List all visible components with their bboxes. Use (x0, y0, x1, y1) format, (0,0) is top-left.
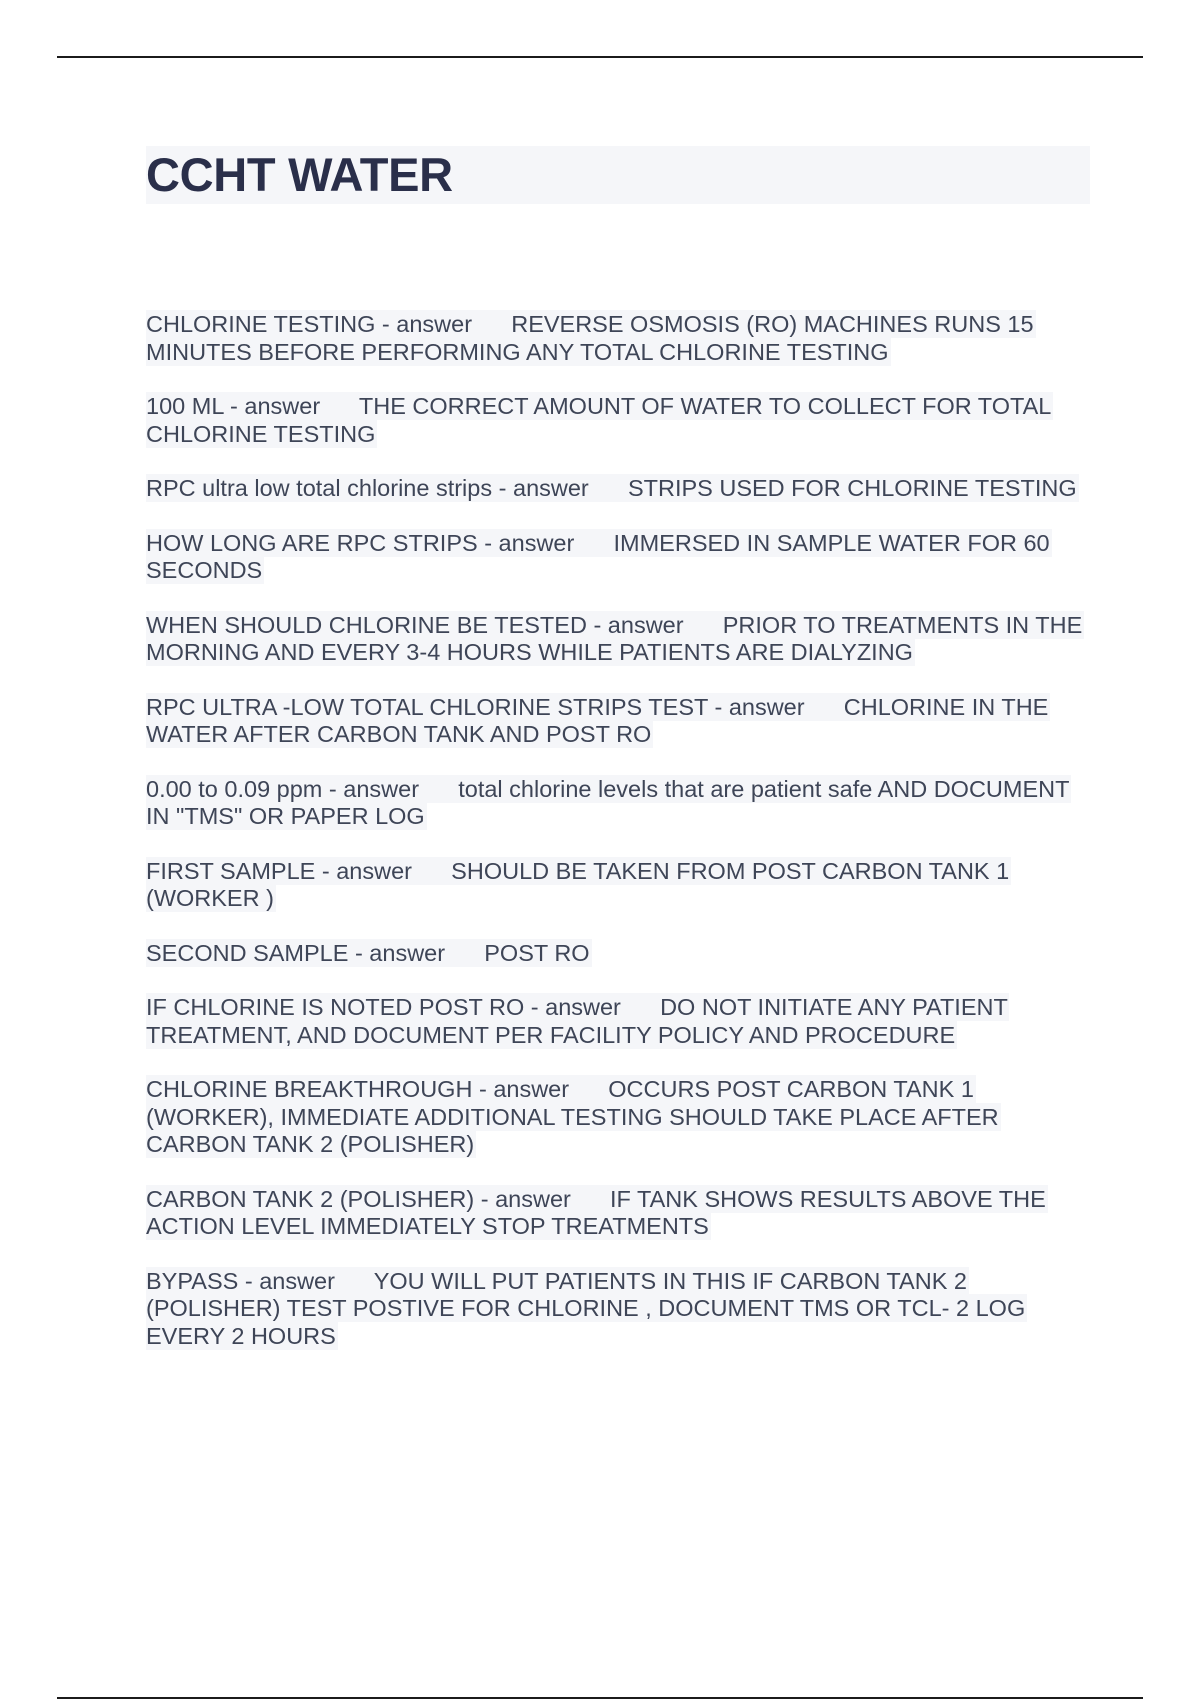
flashcard-separator: - answer (375, 311, 473, 337)
bottom-rule (57, 1697, 1143, 1699)
flashcard (146, 1076, 1090, 1159)
flashcard-definition: CHLORINE IN THE WATER AFTER CARBON TANK AND POST RO (146, 693, 1049, 747)
flashcard-separator: - answer (315, 857, 412, 884)
flashcard-definition: REVERSE OSMOSIS (RO) MACHINES RUNS 15 MINUTES BEFORE PERFORMING ANY TOTAL CHLORINE TESTING (146, 311, 1034, 365)
flashcard-term: IF CHLORINE IS NOTED POST RO (146, 994, 525, 1020)
flashcard-separator: - answer (474, 1185, 571, 1212)
flashcard-term: CHLORINE TESTING (146, 311, 376, 337)
flashcard (146, 1186, 1090, 1241)
flashcard-separator: - answer (223, 393, 321, 419)
flashcard-term: FIRST SAMPLE (146, 857, 316, 884)
flashcard-definition: SHOULD BE TAKEN FROM POST CARBON TANK 1 (WORKER ) (146, 857, 1010, 911)
flashcard (146, 530, 1090, 585)
top-rule (57, 56, 1143, 58)
flashcard (146, 475, 1090, 503)
flashcard-definition: total chlorine levels that are patient safe AND DOCUMENT IN "TMS" OR PAPER LOG (146, 775, 1070, 829)
flashcard-definition: DO NOT INITIATE ANY PATIENT TREATMENT, AND DOCUMENT PER FACILITY POLICY AND PROCEDURE (146, 994, 1008, 1048)
flashcard (146, 694, 1090, 749)
title-band (146, 146, 1090, 204)
flashcard-term: WHEN SHOULD CHLORINE BE TESTED (146, 611, 587, 638)
flashcard-term: CARBON TANK 2 (POLISHER) (146, 1185, 475, 1212)
flashcard-separator: - answer (238, 1267, 335, 1294)
flashcard-definition: THE CORRECT AMOUNT OF WATER TO COLLECT FOR TOTAL CHLORINE TESTING (146, 393, 1051, 447)
flashcard-definition: OCCURS POST CARBON TANK 1 (WORKER), IMMEDIATE ADDITIONAL TESTING SHOULD TAKE PLACE AFTER CARBON TANK 2 (POLISHER) (146, 1076, 999, 1157)
flashcard-definition: POST RO (484, 939, 590, 966)
flashcard-definition: PRIOR TO TREATMENTS IN THE MORNING AND EVERY 3-4 HOURS WHILE PATIENTS ARE DIALYZING (146, 611, 1083, 665)
flashcard-term: BYPASS (146, 1267, 239, 1294)
flashcard-term: 100 ML (146, 393, 224, 419)
flashcard-separator: - answer (322, 775, 420, 802)
flashcard-separator: - answer (707, 693, 805, 720)
flashcard-term: RPC ULTRA -LOW TOTAL CHLORINE STRIPS TEST (146, 693, 708, 720)
flashcard-definition: IMMERSED IN SAMPLE WATER FOR 60 SECONDS (146, 529, 1050, 583)
flashcard-separator: - answer (586, 611, 684, 638)
flashcard (146, 1268, 1090, 1351)
flashcard (146, 612, 1090, 667)
flashcard-definition: STRIPS USED FOR CHLORINE TESTING (627, 475, 1077, 501)
flashcard-separator: - answer (477, 529, 575, 556)
flashcard-separator: - answer (472, 1076, 570, 1102)
flashcard (146, 393, 1090, 448)
flashcard-separator: - answer (348, 939, 446, 966)
flashcard-term: HOW LONG ARE RPC STRIPS (146, 529, 478, 556)
flashcard-definition: YOU WILL PUT PATIENTS IN THIS IF CARBON TANK 2 (POLISHER) TEST POSTIVE FOR CHLORINE , DOCUMENT TMS OR TCL- 2 LOG EVERY 2 HOURS (146, 1267, 1026, 1349)
flashcard (146, 776, 1090, 831)
flashcard-term: CHLORINE BREAKTHROUGH (146, 1076, 473, 1102)
flashcard-definition: IF TANK SHOWS RESULTS ABOVE THE ACTION LEVEL IMMEDIATELY STOP TREATMENTS (146, 1185, 1046, 1239)
flashcard (146, 858, 1090, 913)
flashcard-list (146, 311, 1090, 1350)
flashcard-term: RPC ultra low total chlorine strips (146, 475, 493, 501)
flashcard (146, 940, 1090, 968)
document-title: CCHT WATER (146, 148, 453, 201)
flashcard (146, 311, 1090, 366)
flashcard-term: 0.00 to 0.09 ppm (146, 775, 323, 802)
flashcard (146, 994, 1090, 1049)
document-body (146, 146, 1090, 1377)
flashcard-term: SECOND SAMPLE (146, 939, 349, 966)
flashcard-separator: - answer (524, 994, 621, 1020)
flashcard-separator: - answer (492, 475, 589, 501)
